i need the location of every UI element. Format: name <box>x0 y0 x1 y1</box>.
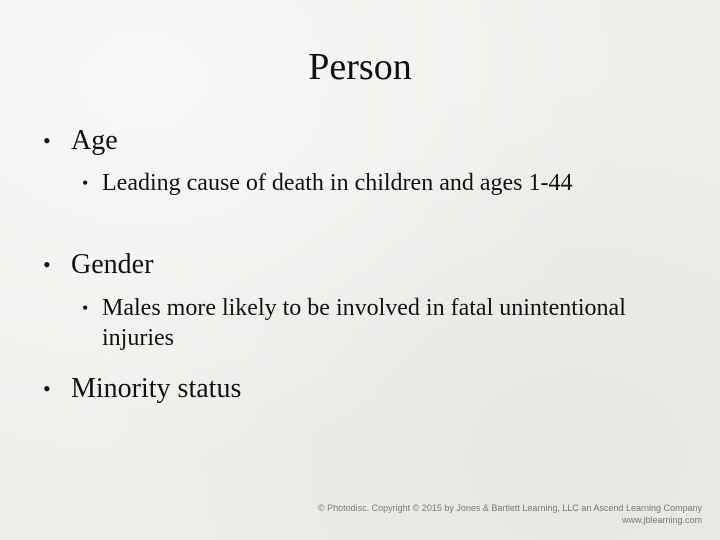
copyright-line: © Photodisc. Copyright © 2015 by Jones & Bartlett Learning, LLC an Ascend Learning Company <box>318 503 702 513</box>
sub-bullet-text: Males more likely to be involved in fatal unintentional injuries <box>102 295 626 351</box>
slide-title: Person <box>308 46 412 88</box>
bullet-label: Age <box>71 125 118 156</box>
sub-bullet-dot: • <box>82 173 89 193</box>
bullet-label: Gender <box>71 249 154 280</box>
bullet-dot: • <box>43 128 51 153</box>
bullet-dot: • <box>43 252 51 277</box>
bullet-label: Minority status <box>71 373 242 404</box>
sub-bullet-text: Leading cause of death in children and ages 1-44 <box>102 170 573 196</box>
bullet-dot: • <box>43 376 51 401</box>
copyright-notice <box>318 502 702 526</box>
sub-bullet-dot: • <box>82 298 89 318</box>
copyright-url: www.jblearning.com <box>621 515 702 525</box>
